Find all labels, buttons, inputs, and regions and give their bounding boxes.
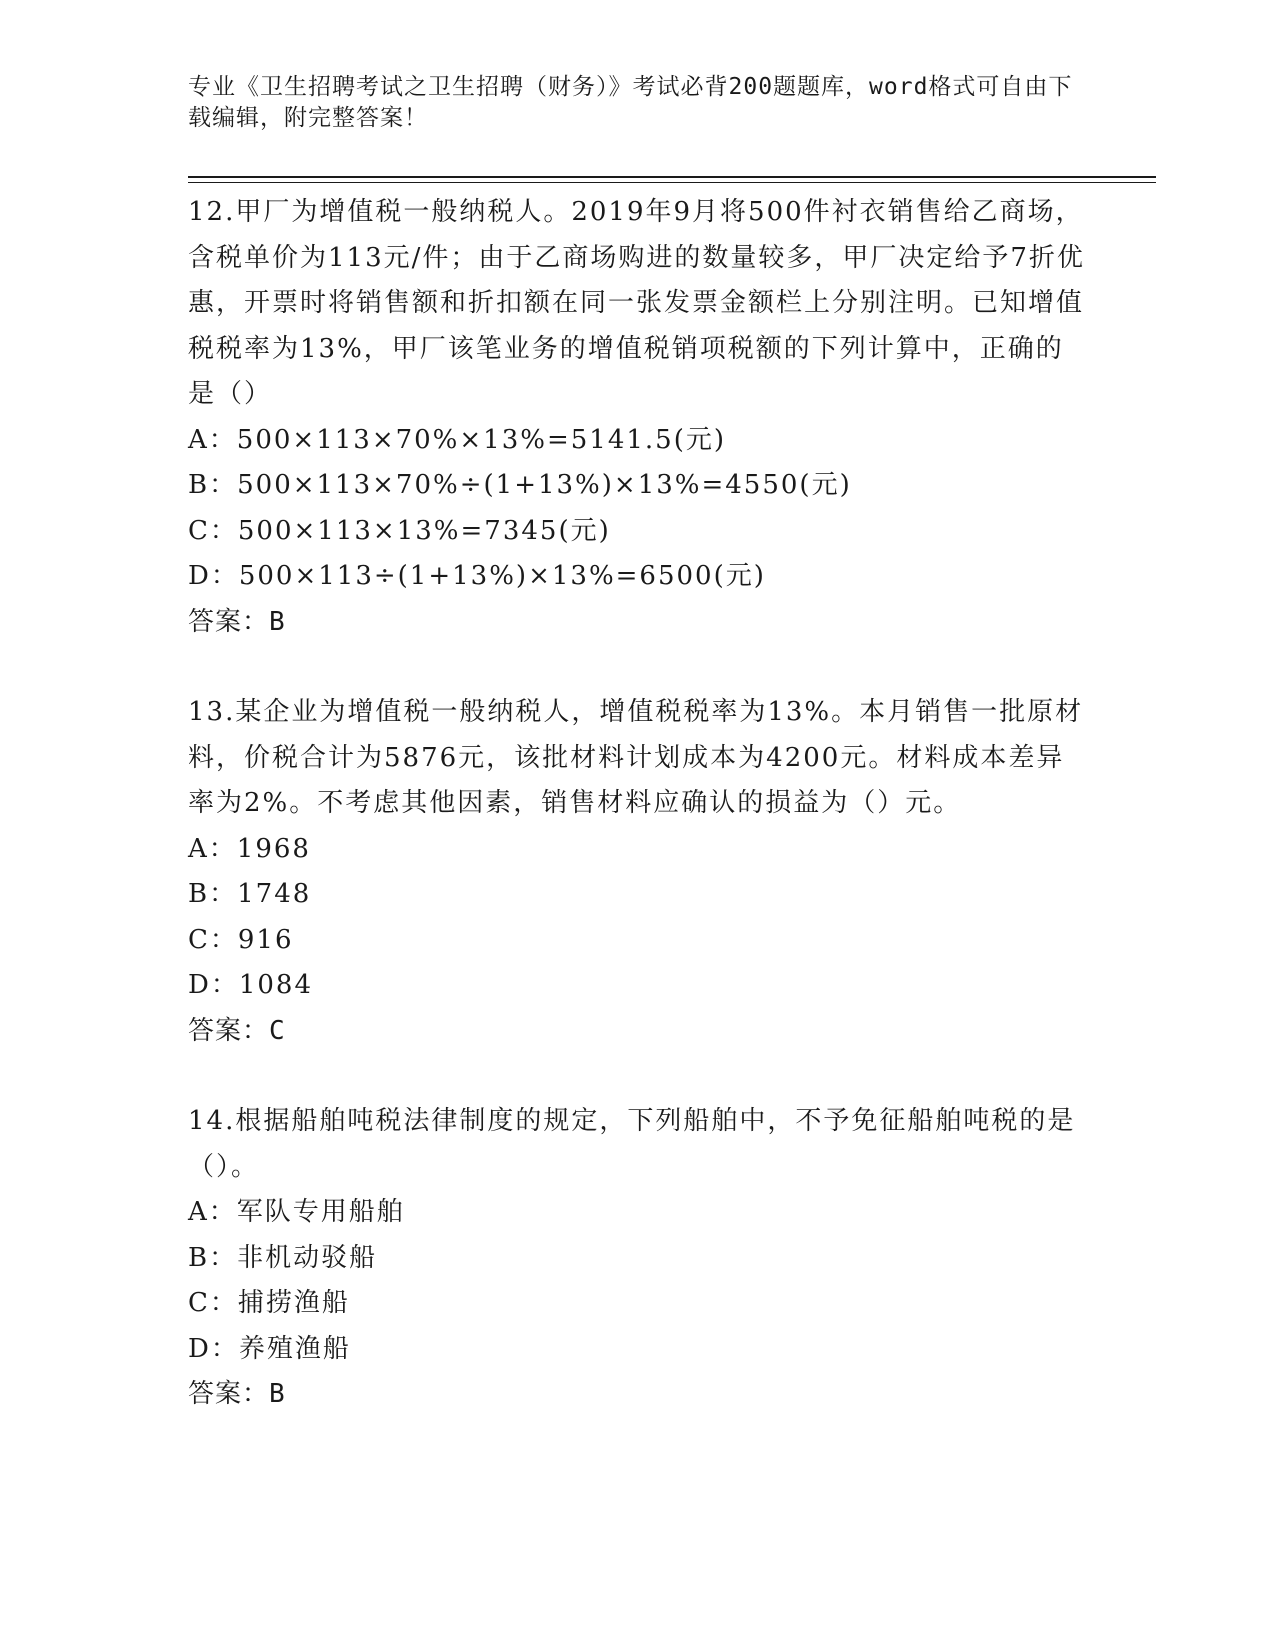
option-d: D：500×113÷(1+13%)×13%=6500(元) [188, 561, 766, 591]
question-list [188, 190, 1088, 1418]
answer-line: 答案：C [188, 1015, 286, 1046]
question-14 [188, 1099, 1088, 1418]
option-b: B：1748 [188, 879, 312, 909]
option-a: A：军队专用船舶 [188, 1197, 405, 1227]
option-b: B：非机动驳船 [188, 1242, 378, 1273]
question-spacer [188, 1054, 1088, 1099]
option-d: D：养殖渔船 [188, 1333, 351, 1364]
option-a: A：500×113×70%×13%=5141.5(元) [188, 424, 727, 455]
option-c: C：捕捞渔船 [188, 1288, 350, 1318]
option-d: D：1084 [188, 970, 314, 1000]
option-a: A：1968 [188, 833, 311, 864]
option-b: B：500×113×70%÷(1+13%)×13%=4550(元) [188, 470, 852, 500]
question-12 [188, 190, 1088, 645]
question-spacer [188, 645, 1088, 690]
question-13 [188, 690, 1088, 1054]
question-stem: 14.根据船舶吨税法律制度的规定，下列船舶中，不予免征船舶吨税的是（）。 [188, 1106, 1076, 1182]
header-divider-thick [188, 176, 1156, 178]
header-divider-thin [188, 182, 1156, 183]
question-stem: 12.甲厂为增值税一般纳税人。2019年9月将500件衬衣销售给乙商场，含税单价为113元/件；由于乙商场购进的数量较多，甲厂决定给予7折优惠，开票时将销售额和折扣额在同一张发票金额栏上分别注明。已知增值税税率为13%，甲厂该笔业务的增值税销项税额的下列计算中，正确的是（） [188, 197, 1085, 409]
document-header: 专业《卫生招聘考试之卫生招聘（财务）》考试必背200题题库，word格式可自由下载编辑，附完整答案！ [188, 74, 1073, 131]
option-c: C：916 [188, 924, 294, 955]
question-stem: 13.某企业为增值税一般纳税人，增值税税率为13%。本月销售一批原材料，价税合计为5876元，该批材料计划成本为4200元。材料成本差异率为2%。不考虑其他因素，销售材料应确认的损益为（）元。 [188, 697, 1084, 818]
answer-line: 答案：B [188, 606, 286, 637]
option-c: C：500×113×13%=7345(元) [188, 515, 611, 546]
answer-line: 答案：B [188, 1379, 286, 1409]
